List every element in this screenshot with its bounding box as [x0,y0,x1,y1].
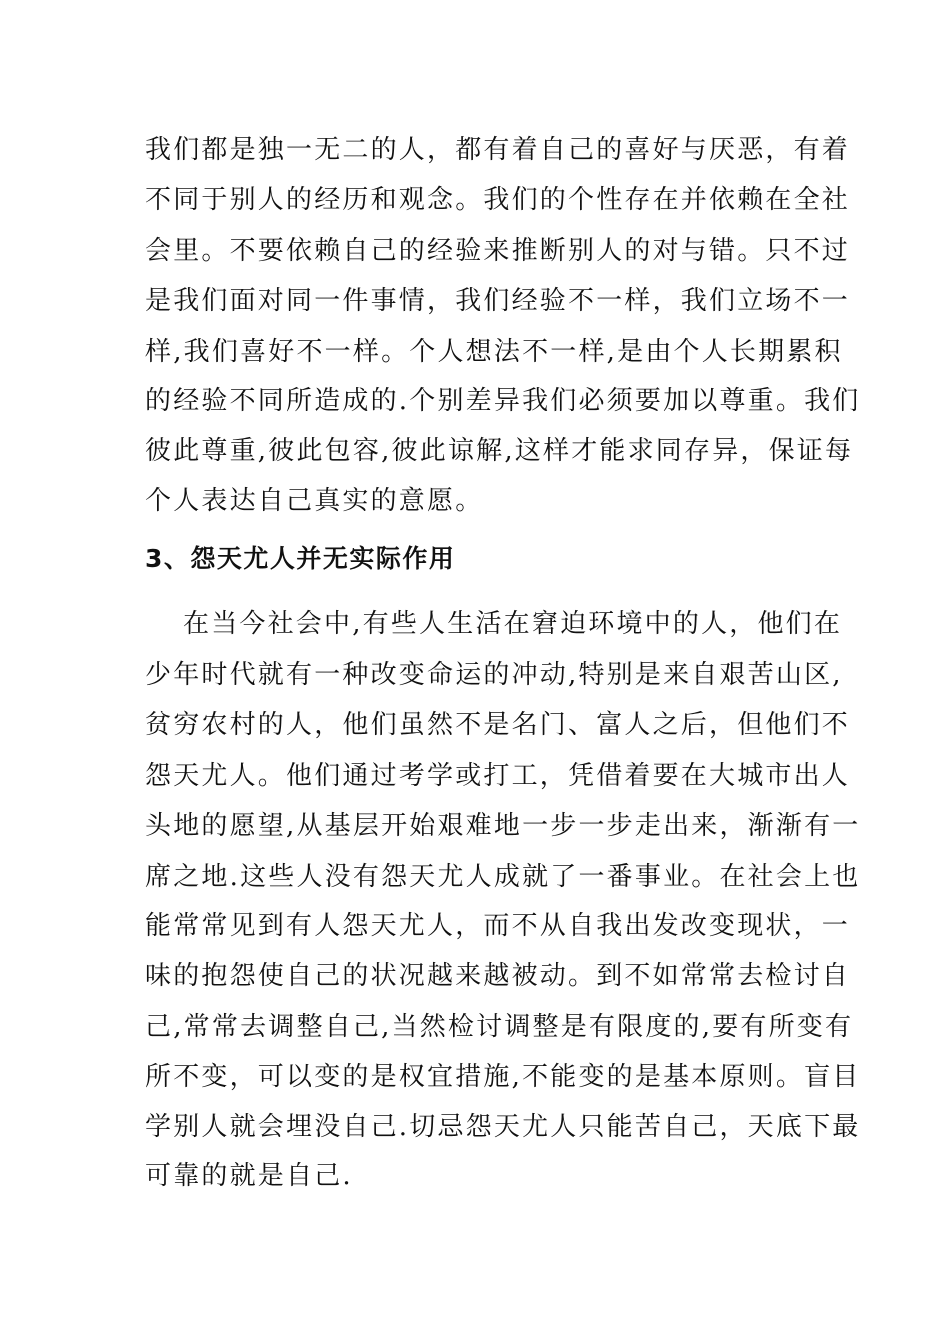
paragraph-2-line: 所不变，可以变的是权宜措施,不能变的是基本原则。盲目 [145,1062,861,1092]
paragraph-1-line: 样,我们喜好不一样。个人想法不一样,是由个人长期累积 [145,337,843,367]
paragraph-1-line: 会里。不要依赖自己的经验来推断别人的对与错。只不过 [145,236,851,266]
paragraph-1-line: 个人表达自己真实的意愿。 [145,486,484,516]
paragraph-1-line: 是我们面对同一件事情，我们经验不一样，我们立场不一 [145,286,851,316]
section-3-heading: 3、怨天尤人并无实际作用 [145,544,456,573]
paragraph-1-line: 的经验不同所造成的.个别差异我们必须要加以尊重。我们 [145,386,861,416]
paragraph-2-line: 可靠的就是自己. [145,1161,353,1191]
paragraph-1-line: 不同于别人的经历和观念。我们的个性存在并依赖在全社 [145,185,851,215]
paragraph-2-line: 少年时代就有一种改变命运的冲动,特别是来自艰苦山区, [145,660,843,690]
paragraph-2-line: 席之地.这些人没有怨天尤人成就了一番事业。在社会上也 [145,862,861,892]
paragraph-2-line: 味的抱怨使自己的状况越来越被动。到不如常常去检讨自 [145,961,851,991]
paragraph-2-line: 在当今社会中,有些人生活在窘迫环境中的人，他们在 [183,609,843,639]
paragraph-2-line: 贫穷农村的人，他们虽然不是名门、富人之后，但他们不 [145,710,851,740]
paragraph-1-line: 彼此尊重,彼此包容,彼此谅解,这样才能求同存异，保证每 [145,436,854,466]
paragraph-2-line: 能常常见到有人怨天尤人，而不从自我出发改变现状，一 [145,911,851,941]
paragraph-2-line: 头地的愿望,从基层开始艰难地一步一步走出来，渐渐有一 [145,811,861,841]
paragraph-2-line: 学别人就会埋没自己.切忌怨天尤人只能苦自己，天底下最 [145,1112,861,1142]
paragraph-2-line: 己,常常去调整自己,当然检讨调整是有限度的,要有所变有 [145,1012,854,1042]
paragraph-2-line: 怨天尤人。他们通过考学或打工，凭借着要在大城市出人 [145,761,851,791]
paragraph-1-line: 我们都是独一无二的人，都有着自己的喜好与厌恶，有着 [145,135,851,165]
